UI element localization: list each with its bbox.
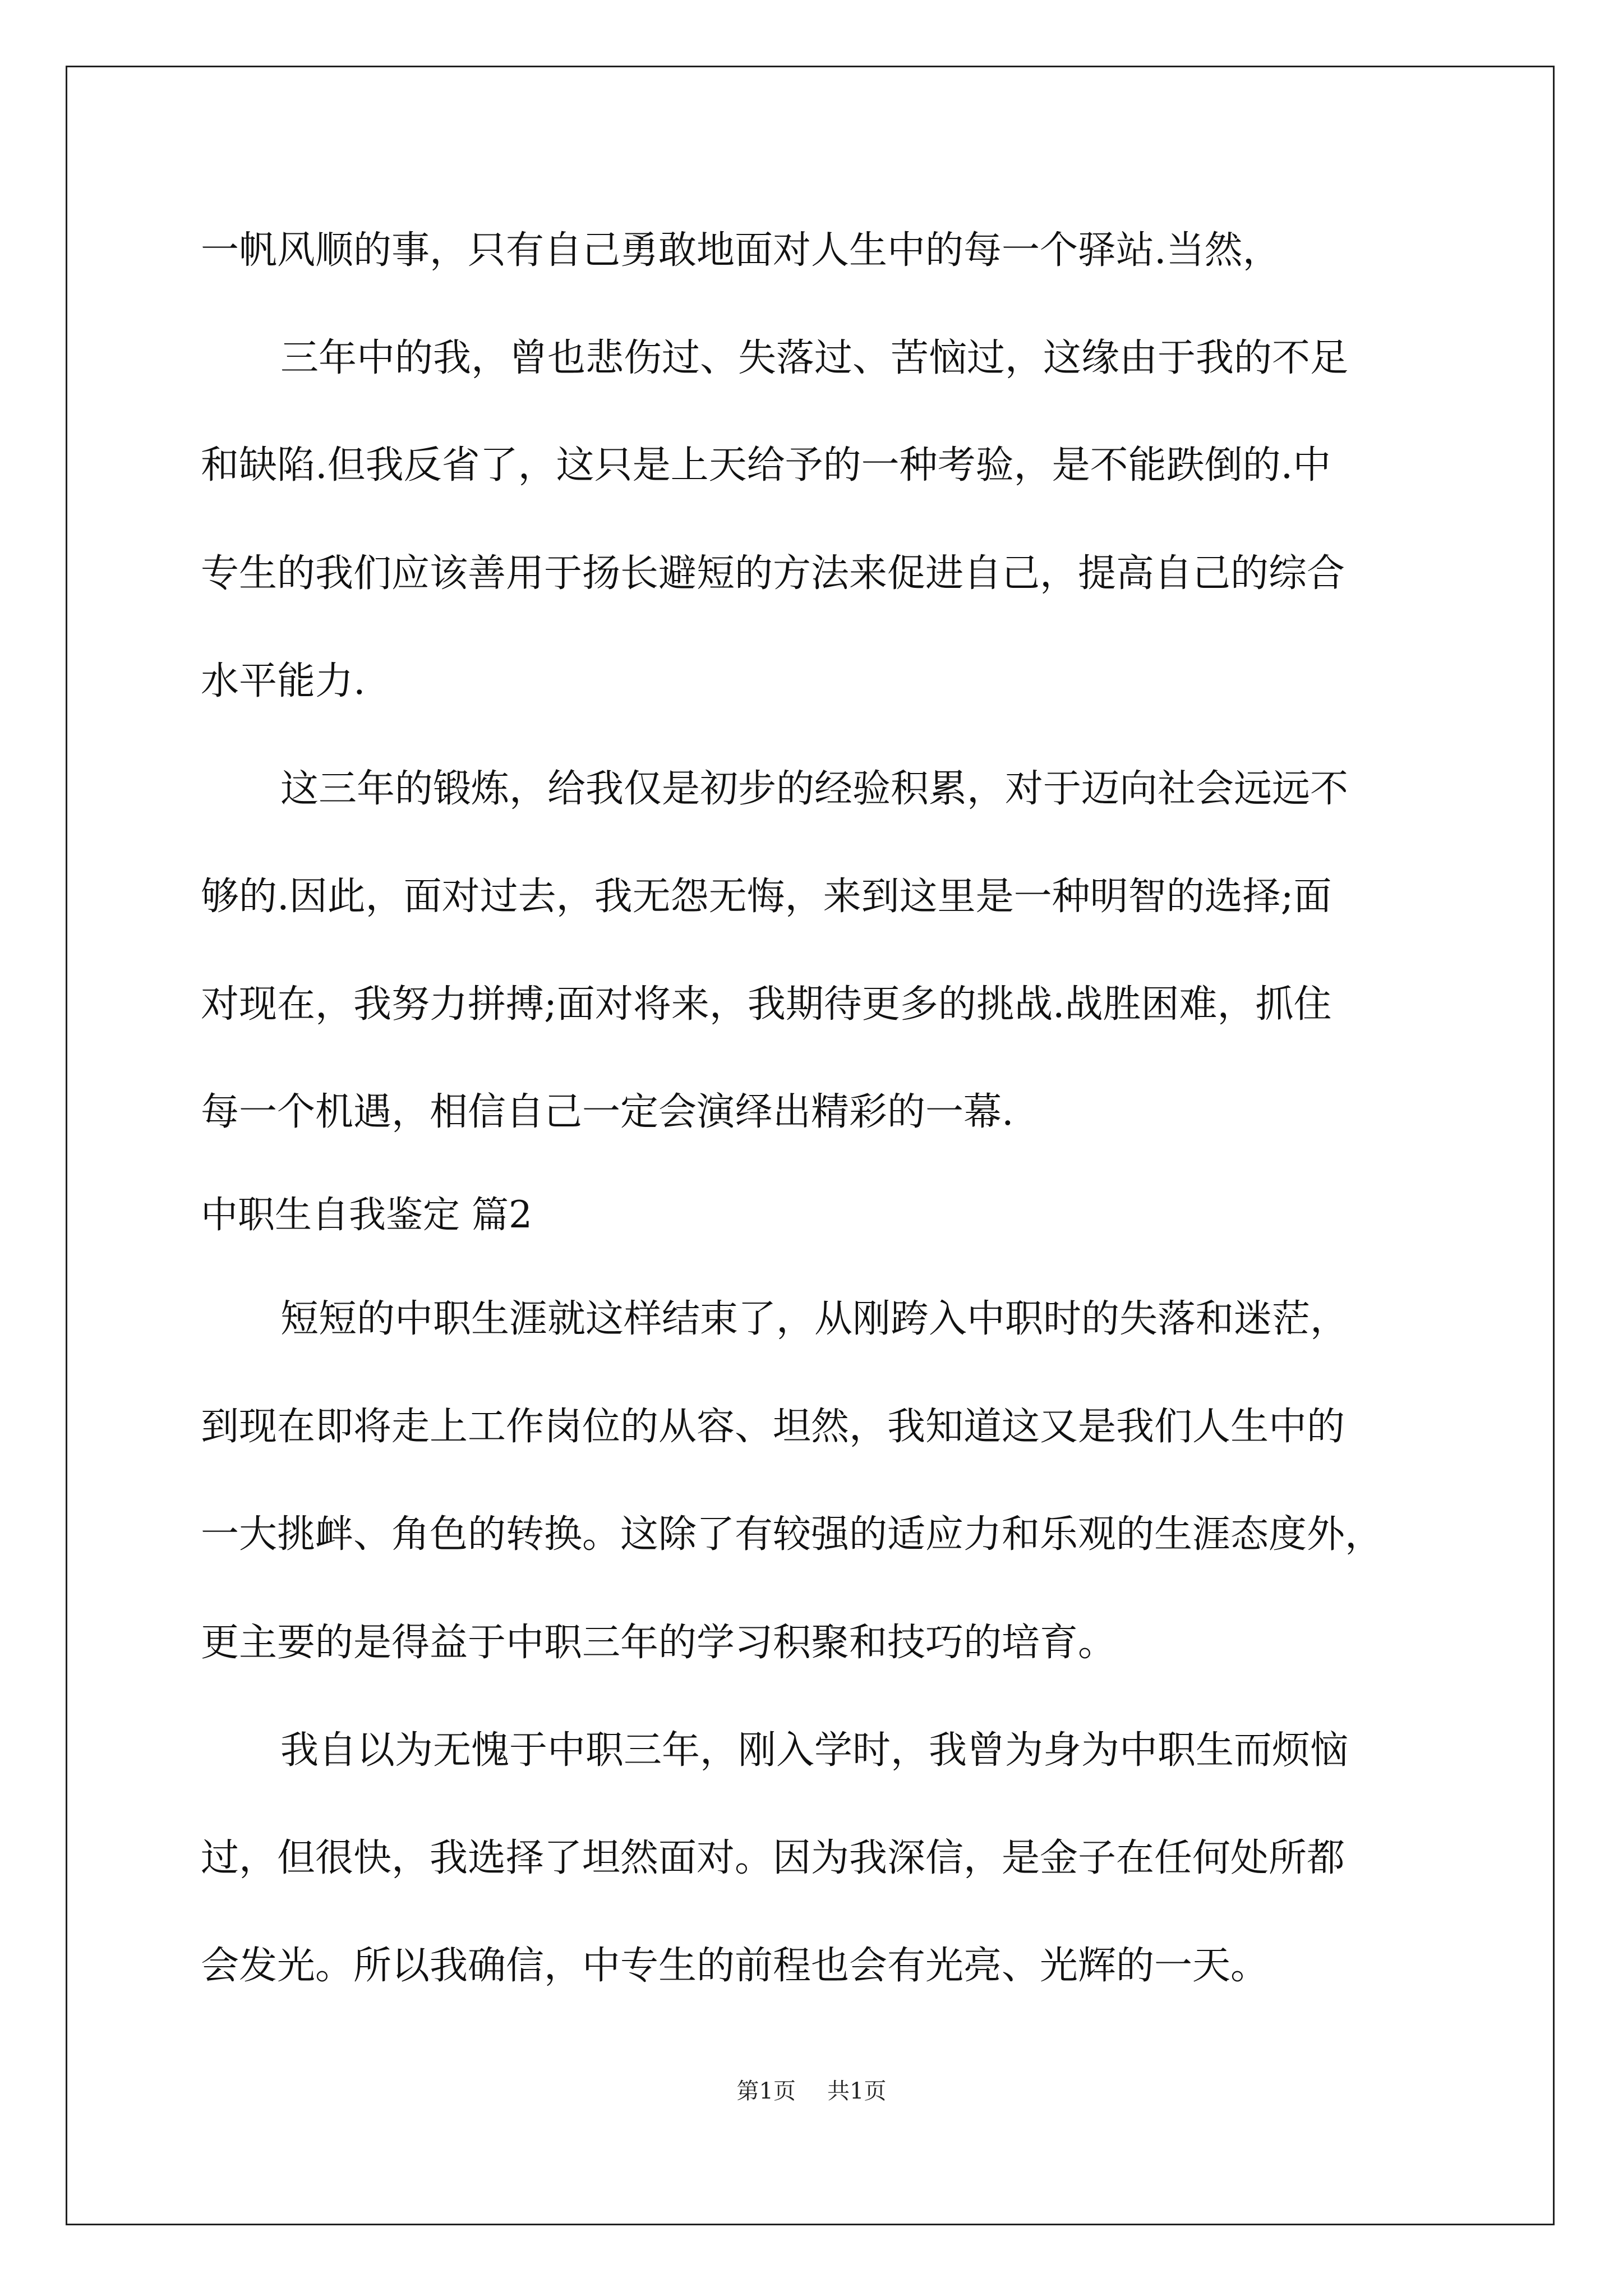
section2-heading: 中职生自我鉴定 篇2 xyxy=(201,1193,532,1236)
section1-line-5: 水平能力. xyxy=(201,659,366,703)
section2-line-2: 到现在即将走上工作岗位的从容、坦然，我知道这又是我们人生中的 xyxy=(201,1405,1345,1449)
page-border xyxy=(66,66,1555,2225)
section2-line-5: 我自以为无愧于中职三年，刚入学时，我曾为身为中职生而烦恼 xyxy=(280,1728,1349,1773)
section2-line-3: 一大挑衅、角色的转换。这除了有较强的适应力和乐观的生涯态度外， xyxy=(201,1512,1384,1557)
section2-line-6: 过，但很快，我选择了坦然面对。因为我深信，是金子在任何处所都 xyxy=(201,1836,1345,1880)
section1-line-4: 专生的我们应该善用于扬长避短的方法来促进自己，提高自己的综合 xyxy=(201,551,1345,596)
page-footer xyxy=(0,2080,1623,2102)
page-number-current: 第1页 xyxy=(736,2078,796,2104)
section1-line-3: 和缺陷.但我反省了，这只是上天给予的一种考验，是不能跌倒的.中 xyxy=(201,443,1331,487)
section1-line-2: 三年中的我，曾也悲伤过、失落过、苦恼过，这缘由于我的不足 xyxy=(280,336,1349,380)
section1-line-9: 每一个机遇，相信自己一定会演绎出精彩的一幕. xyxy=(201,1090,1014,1134)
section1-line-8: 对现在，我努力拼搏;面对将来，我期待更多的挑战.战胜困难，抓住 xyxy=(201,982,1332,1027)
section2-line-4: 更主要的是得益于中职三年的学习积聚和技巧的培育。 xyxy=(201,1621,1117,1665)
section1-line-1: 一帆风顺的事，只有自己勇敢地面对人生中的每一个驿站.当然， xyxy=(201,228,1281,273)
section2-line-7: 会发光。所以我确信，中专生的前程也会有光亮、光辉的一天。 xyxy=(201,1944,1269,1988)
section1-line-6: 这三年的锻炼，给我仅是初步的经验积累，对于迈向社会远远不 xyxy=(280,767,1349,811)
section1-line-7: 够的.因此，面对过去，我无怨无悔，来到这里是一种明智的选择;面 xyxy=(201,875,1332,919)
section2-line-1: 短短的中职生涯就这样结束了，从刚跨入中职时的失落和迷茫， xyxy=(280,1297,1349,1341)
page-number-total: 共1页 xyxy=(827,2078,887,2104)
